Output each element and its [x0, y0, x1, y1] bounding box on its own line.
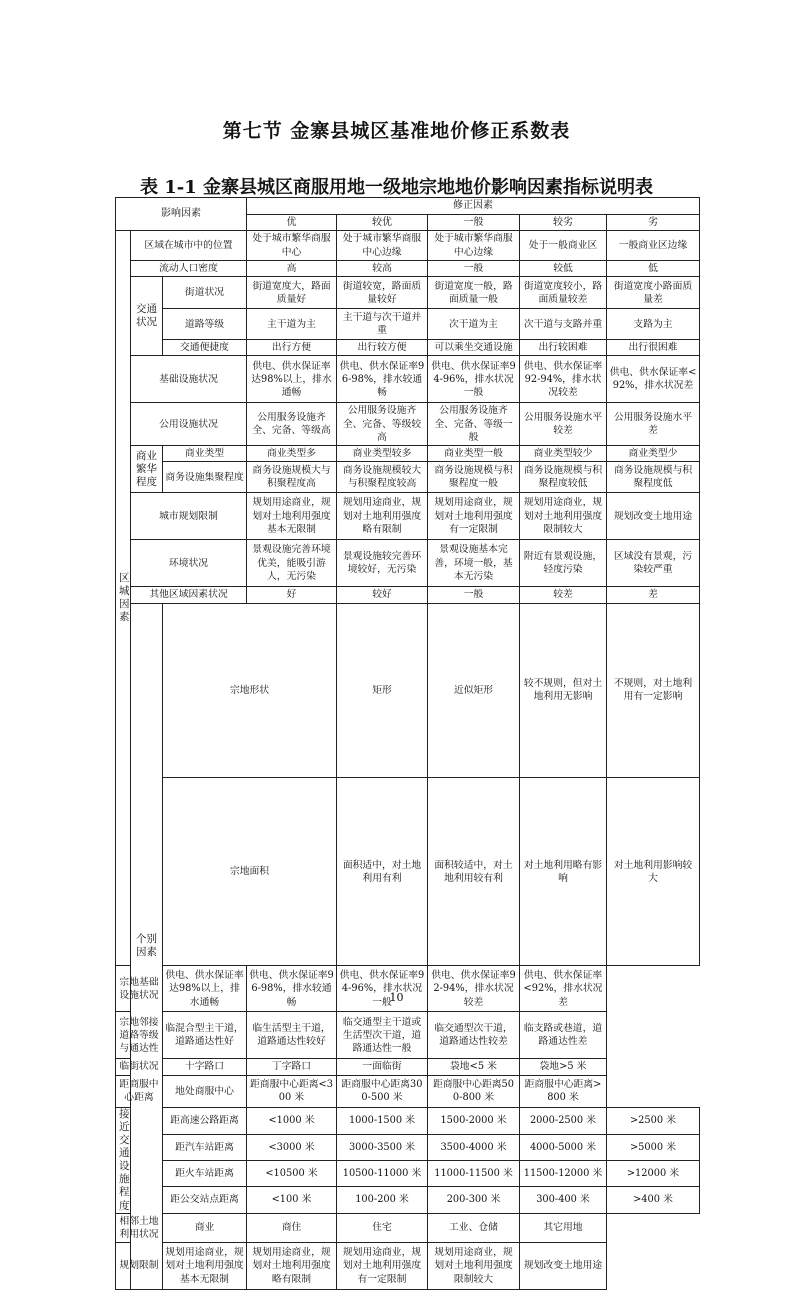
table-row	[116, 231, 700, 261]
value-cell: 3000-3500 米	[337, 1135, 428, 1161]
value-cell: >2500 米	[607, 1107, 700, 1134]
value-cell: 规划用途商业，规划对土地利用强度有一定限制	[337, 1243, 428, 1290]
value-cell: 供电、供水保证率96-98%，排水较通畅	[337, 356, 428, 403]
factor-label: 宗地基础设施状况	[116, 966, 163, 1012]
value-cell: 次干道与支路并重	[520, 309, 607, 340]
value-cell: 一般	[428, 587, 520, 603]
value-cell: 距商服中心距离>800 米	[520, 1075, 607, 1107]
value-cell: 主干道为主	[247, 309, 337, 340]
value-cell: 附近有景观设施，轻度污染	[520, 540, 607, 587]
subgroup-commercial: 商业繁华程度	[131, 446, 163, 493]
value-cell: 规划用途商业，规划对土地利用强度略有限制	[247, 1243, 337, 1290]
value-cell: 商业类型多	[247, 446, 337, 462]
factor-label: 临街状况	[116, 1059, 163, 1075]
table-row	[116, 1059, 700, 1075]
value-cell: 街道宽度较小，路面质量较差	[520, 277, 607, 309]
group-regional: 区城因素	[116, 231, 131, 966]
value-cell: 商业类型少	[607, 446, 700, 462]
value-cell: 供电、供水保证率<92%，排水状况差	[607, 356, 700, 403]
value-cell: 商住	[247, 1213, 337, 1242]
factor-label: 城市规划限制	[131, 493, 247, 540]
table-row	[116, 309, 700, 340]
value-cell: 面积适中，对土地利用有利	[337, 778, 428, 966]
factor-label: 交通便捷度	[163, 340, 247, 356]
factor-label: 公用设施状况	[131, 403, 247, 446]
value-cell: 一般	[428, 261, 520, 277]
value-cell: 商务设施规模与积聚程度低	[607, 462, 700, 493]
value-cell: 次干道为主	[428, 309, 520, 340]
value-cell: 临交通型主干道或生活型次干道，道路通达性一般	[337, 1012, 428, 1059]
table-row	[116, 462, 700, 493]
factor-label: 距火车站距离	[163, 1161, 247, 1187]
section-title: 第七节 金寨县城区基准地价修正系数表	[222, 120, 571, 142]
value-cell: 对土地利用略有影响	[520, 778, 607, 966]
page-number: 10	[389, 991, 404, 1004]
factor-label: 其他区域因素状况	[131, 587, 247, 603]
table-row	[116, 1135, 700, 1161]
value-cell: 200-300 米	[428, 1187, 520, 1213]
value-cell: 处于城市繁华商服中心	[247, 231, 337, 261]
factor-label: 距公交站点距离	[163, 1187, 247, 1213]
table-row	[116, 540, 700, 587]
value-cell: 不规则，对土地利用有一定影响	[607, 603, 700, 778]
value-cell: 可以乘坐交通设施	[428, 340, 520, 356]
value-cell: <10500 米	[247, 1161, 337, 1187]
header-level: 较劣	[520, 214, 607, 231]
value-cell: 景观设施较完善环境较好，无污染	[337, 540, 428, 587]
table-row	[116, 1243, 700, 1290]
header-correction: 修正因素	[247, 198, 700, 215]
table-row	[116, 356, 700, 403]
value-cell: 规划用途商业，规划对土地利用强度限制较大	[428, 1243, 520, 1290]
value-cell: 距商服中心距离<300 米	[247, 1075, 337, 1107]
value-cell: 住宅	[337, 1213, 428, 1242]
value-cell: 供电、供水保证率92-94%，排水状况较差	[428, 966, 520, 1012]
table-row	[116, 1213, 700, 1242]
value-cell: >400 米	[607, 1187, 700, 1213]
factor-label: 规划限制	[116, 1243, 163, 1290]
factor-label: 宗地形状	[163, 603, 337, 778]
header-level: 较优	[337, 214, 428, 231]
value-cell: 商业类型一般	[428, 446, 520, 462]
table-row	[116, 1161, 700, 1187]
value-cell: 较低	[520, 261, 607, 277]
value-cell: 袋地>5 米	[520, 1059, 607, 1075]
table-row	[116, 1187, 700, 1213]
value-cell: 较不规则，但对土地利用无影响	[520, 603, 607, 778]
value-cell: 1500-2000 米	[428, 1107, 520, 1134]
value-cell: 临生活型主干道，道路通达性较好	[247, 1012, 337, 1059]
factor-label: 环境状况	[131, 540, 247, 587]
factor-label: 宗地邻接道路等级与通达性	[116, 1012, 163, 1059]
value-cell: 商务设施规模与积聚程度较低	[520, 462, 607, 493]
value-cell: 供电、供水保证率96-98%，排水较通畅	[247, 966, 337, 1012]
table-row	[116, 1075, 700, 1107]
value-cell: 出行较方便	[337, 340, 428, 356]
factor-label: 相邻土地利用状况	[116, 1213, 163, 1242]
factor-label: 距汽车站距离	[163, 1135, 247, 1161]
header-row-1	[116, 198, 700, 215]
value-cell: 街道较宽，路面质量较好	[337, 277, 428, 309]
value-cell: 景观设施完善环境优美，能吸引游人，无污染	[247, 540, 337, 587]
value-cell: 11500-12000 米	[520, 1161, 607, 1187]
value-cell: 街道宽度大，路面质量好	[247, 277, 337, 309]
value-cell: 距商服中心距离500-800 米	[428, 1075, 520, 1107]
value-cell: 商务设施规模与积聚程度一般	[428, 462, 520, 493]
value-cell: 供电、供水保证率92-94%，排水状况较差	[520, 356, 607, 403]
value-cell: 规划改变土地用途	[607, 493, 700, 540]
value-cell: 供电、供水保证率达98%以上，排水通畅	[163, 966, 247, 1012]
value-cell: 商务设施规模大与积聚程度高	[247, 462, 337, 493]
value-cell: 处于城市繁华商服中心边缘	[337, 231, 428, 261]
factor-label: 区域在城市中的位置	[131, 231, 247, 261]
table-row	[116, 261, 700, 277]
value-cell: 临混合型主干道，道路通达性好	[163, 1012, 247, 1059]
header-level: 劣	[607, 214, 700, 231]
value-cell: 供电、供水保证率94-96%，排水状况一般	[428, 356, 520, 403]
factor-label: 街道状况	[163, 277, 247, 309]
factor-table	[115, 197, 700, 1290]
value-cell: 规划用途商业，规划对土地利用强度略有限制	[337, 493, 428, 540]
value-cell: 较高	[337, 261, 428, 277]
value-cell: 供电、供水保证率达98%以上，排水通畅	[247, 356, 337, 403]
table-row	[116, 966, 700, 1012]
value-cell: 4000-5000 米	[520, 1135, 607, 1161]
table-row	[116, 277, 700, 309]
value-cell: 面积较适中，对土地利用较有利	[428, 778, 520, 966]
table-row	[116, 1012, 700, 1059]
value-cell: 供电、供水保证率94-96%，排水状况一般	[337, 966, 428, 1012]
factor-label: 宗地面积	[163, 778, 337, 966]
value-cell: 3500-4000 米	[428, 1135, 520, 1161]
value-cell: <1000 米	[247, 1107, 337, 1134]
table-row	[116, 603, 700, 778]
value-cell: 街道宽度小路面质量差	[607, 277, 700, 309]
value-cell: 规划用途商业，规划对土地利用强度基本无限制	[163, 1243, 247, 1290]
value-cell: 低	[607, 261, 700, 277]
value-cell: 100-200 米	[337, 1187, 428, 1213]
value-cell: 区域没有景观，污染较严重	[607, 540, 700, 587]
value-cell: 规划用途商业，规划对土地利用强度限制较大	[520, 493, 607, 540]
value-cell: 出行方便	[247, 340, 337, 356]
value-cell: 公用服务设施齐全、完备、等级高	[247, 403, 337, 446]
value-cell: 好	[247, 587, 337, 603]
subgroup-access: 接近交通设施程度	[116, 1107, 131, 1213]
value-cell: 一面临街	[337, 1059, 428, 1075]
value-cell: 公用服务设施水平较差	[520, 403, 607, 446]
value-cell: <100 米	[247, 1187, 337, 1213]
factor-label: 基础设施状况	[131, 356, 247, 403]
value-cell: >12000 米	[607, 1161, 700, 1187]
value-cell: 丁字路口	[247, 1059, 337, 1075]
value-cell: 规划用途商业，规划对土地利用强度基本无限制	[247, 493, 337, 540]
value-cell: >5000 米	[607, 1135, 700, 1161]
value-cell: 对土地利用影响较大	[607, 778, 700, 966]
value-cell: 供电、供水保证率<92%，排水状况差	[520, 966, 607, 1012]
header-level: 优	[247, 214, 337, 231]
header-level: 一般	[428, 214, 520, 231]
value-cell: 距商服中心距离300-500 米	[337, 1075, 428, 1107]
value-cell: 十字路口	[163, 1059, 247, 1075]
value-cell: 工业、仓储	[428, 1213, 520, 1242]
table-row	[116, 340, 700, 356]
value-cell: 袋地<5 米	[428, 1059, 520, 1075]
factor-label: 距高速公路距离	[163, 1107, 247, 1134]
table-row	[116, 1107, 700, 1134]
factor-label: 距商服中心距离	[116, 1075, 163, 1107]
value-cell: 处于城市繁华商服中心边缘	[428, 231, 520, 261]
value-cell: 商务设施规模较大与积聚程度较高	[337, 462, 428, 493]
factor-label: 流动人口密度	[131, 261, 247, 277]
value-cell: 临交通型次干道，道路通达性较差	[428, 1012, 520, 1059]
value-cell: 商业	[163, 1213, 247, 1242]
factor-label: 商业类型	[163, 446, 247, 462]
value-cell: 2000-2500 米	[520, 1107, 607, 1134]
factor-label: 商务设施集聚程度	[163, 462, 247, 493]
factor-label: 道路等级	[163, 309, 247, 340]
value-cell: 矩形	[337, 603, 428, 778]
value-cell: 街道宽度一般，路面质量一般	[428, 277, 520, 309]
value-cell: 出行较困难	[520, 340, 607, 356]
value-cell: <3000 米	[247, 1135, 337, 1161]
value-cell: 公用服务设施齐全、完备、等级一般	[428, 403, 520, 446]
value-cell: 差	[607, 587, 700, 603]
value-cell: 地处商服中心	[163, 1075, 247, 1107]
table-title: 表 1-1 金寨县城区商服用地一级地宗地地价影响因素指标说明表	[139, 177, 654, 198]
group-individual: 个别因素	[131, 603, 163, 1290]
value-cell: 处于一般商业区	[520, 231, 607, 261]
value-cell: 主干道与次干道并重	[337, 309, 428, 340]
value-cell: 较好	[337, 587, 428, 603]
value-cell: 规划用途商业，规划对土地利用强度有一定限制	[428, 493, 520, 540]
value-cell: 11000-11500 米	[428, 1161, 520, 1187]
value-cell: 商业类型较少	[520, 446, 607, 462]
table-row	[116, 778, 700, 966]
value-cell: 10500-11000 米	[337, 1161, 428, 1187]
subgroup-traffic: 交通状况	[131, 277, 163, 356]
value-cell: 较差	[520, 587, 607, 603]
value-cell: 其它用地	[520, 1213, 607, 1242]
value-cell: 临支路或巷道，道路通达性差	[520, 1012, 607, 1059]
value-cell: 1000-1500 米	[337, 1107, 428, 1134]
value-cell: 商业类型较多	[337, 446, 428, 462]
value-cell: 一般商业区边缘	[607, 231, 700, 261]
table-row	[116, 446, 700, 462]
header-factor: 影响因素	[116, 198, 247, 231]
value-cell: 规划改变土地用途	[520, 1243, 607, 1290]
table-row	[116, 587, 700, 603]
table-row	[116, 403, 700, 446]
table-row	[116, 493, 700, 540]
value-cell: 高	[247, 261, 337, 277]
value-cell: 公用服务设施齐全、完备、等级较高	[337, 403, 428, 446]
value-cell: 300-400 米	[520, 1187, 607, 1213]
value-cell: 支路为主	[607, 309, 700, 340]
value-cell: 近似矩形	[428, 603, 520, 778]
value-cell: 景观设施基本完善，环境一般，基本无污染	[428, 540, 520, 587]
value-cell: 公用服务设施水平差	[607, 403, 700, 446]
value-cell: 出行很困难	[607, 340, 700, 356]
